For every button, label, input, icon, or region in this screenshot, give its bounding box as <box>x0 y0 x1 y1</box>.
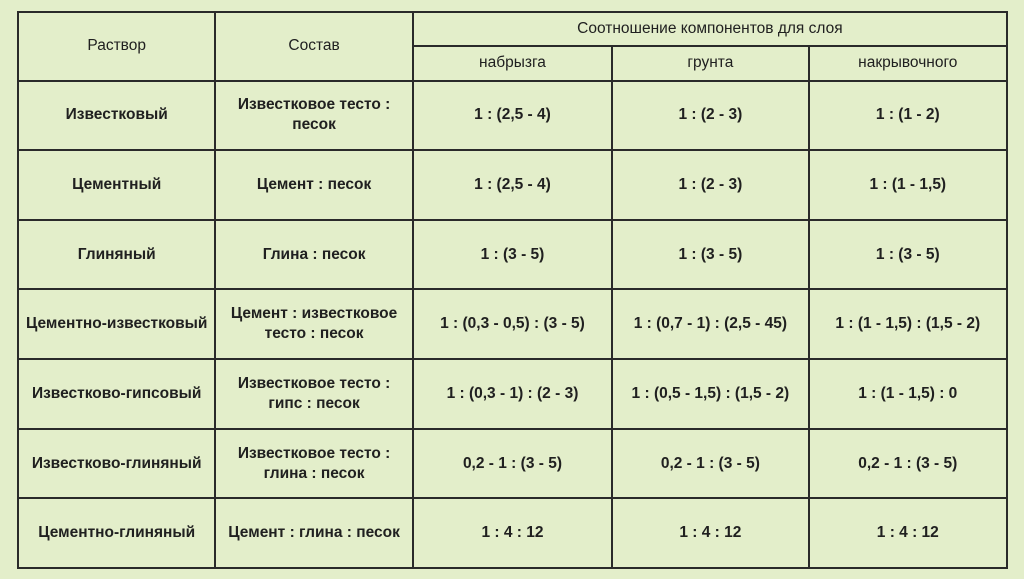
header-layer-primer: грунта <box>612 46 808 80</box>
table-row <box>18 498 1007 568</box>
mortar-ratio-table <box>17 11 1008 569</box>
cell-ratio-spray: 0,2 - 1 : (3 - 5) <box>413 429 612 499</box>
cell-composition: Известковое тесто : песок <box>215 81 412 151</box>
cell-solution: Известковый <box>18 81 215 151</box>
cell-ratio-cover: 1 : (3 - 5) <box>809 220 1007 290</box>
cell-ratio-cover: 1 : (1 - 2) <box>809 81 1007 151</box>
header-ratio-group: Соотношение компонентов для слоя <box>413 12 1007 46</box>
cell-composition: Известковое тесто : глина : песок <box>215 429 412 499</box>
table-row <box>18 359 1007 429</box>
cell-ratio-primer: 1 : (2 - 3) <box>612 150 808 220</box>
cell-ratio-spray: 1 : 4 : 12 <box>413 498 612 568</box>
cell-composition: Глина : песок <box>215 220 412 290</box>
table-row <box>18 150 1007 220</box>
header-layer-spray: набрызга <box>413 46 612 80</box>
cell-ratio-spray: 1 : (3 - 5) <box>413 220 612 290</box>
cell-ratio-cover: 1 : (1 - 1,5) : (1,5 - 2) <box>809 289 1007 359</box>
cell-ratio-primer: 1 : (0,5 - 1,5) : (1,5 - 2) <box>612 359 808 429</box>
cell-solution: Известково-глиняный <box>18 429 215 499</box>
cell-ratio-spray: 1 : (0,3 - 0,5) : (3 - 5) <box>413 289 612 359</box>
cell-solution: Известково-гипсовый <box>18 359 215 429</box>
cell-solution: Цементно-известковый <box>18 289 215 359</box>
cell-ratio-primer: 1 : (0,7 - 1) : (2,5 - 45) <box>612 289 808 359</box>
header-layer-cover: накрывочного <box>809 46 1007 80</box>
cell-composition: Цемент : песок <box>215 150 412 220</box>
cell-ratio-spray: 1 : (2,5 - 4) <box>413 81 612 151</box>
cell-solution: Цементно-глиняный <box>18 498 215 568</box>
header-composition: Состав <box>215 12 412 81</box>
cell-ratio-primer: 1 : 4 : 12 <box>612 498 808 568</box>
cell-ratio-cover: 1 : (1 - 1,5) : 0 <box>809 359 1007 429</box>
table-row <box>18 289 1007 359</box>
cell-ratio-cover: 1 : 4 : 12 <box>809 498 1007 568</box>
cell-composition: Цемент : известковое тесто : песок <box>215 289 412 359</box>
table-row <box>18 81 1007 151</box>
table-row <box>18 429 1007 499</box>
cell-ratio-primer: 1 : (3 - 5) <box>612 220 808 290</box>
cell-composition: Известковое тесто : гипс : песок <box>215 359 412 429</box>
cell-ratio-spray: 1 : (0,3 - 1) : (2 - 3) <box>413 359 612 429</box>
cell-ratio-cover: 0,2 - 1 : (3 - 5) <box>809 429 1007 499</box>
cell-ratio-cover: 1 : (1 - 1,5) <box>809 150 1007 220</box>
cell-ratio-primer: 1 : (2 - 3) <box>612 81 808 151</box>
cell-solution: Глиняный <box>18 220 215 290</box>
cell-ratio-spray: 1 : (2,5 - 4) <box>413 150 612 220</box>
table-row <box>18 220 1007 290</box>
cell-composition: Цемент : глина : песок <box>215 498 412 568</box>
cell-solution: Цементный <box>18 150 215 220</box>
cell-ratio-primer: 0,2 - 1 : (3 - 5) <box>612 429 808 499</box>
header-solution: Раствор <box>18 12 215 81</box>
